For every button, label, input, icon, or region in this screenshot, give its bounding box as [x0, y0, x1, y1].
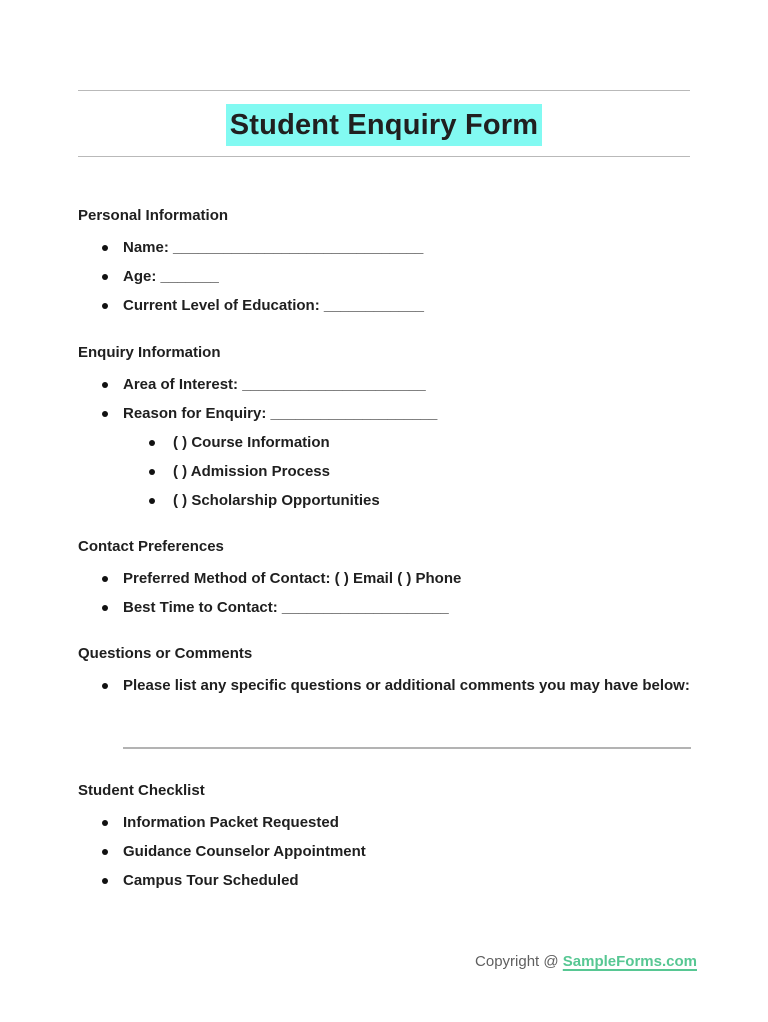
list-item-label: Best Time to Contact: ____________________	[123, 599, 449, 616]
list-item-label: Preferred Method of Contact: ( ) Email ( ) Phone	[123, 570, 462, 587]
bullet-icon	[102, 683, 108, 689]
list-item-label: Area of Interest: ______________________	[123, 376, 426, 393]
section-heading: Contact Preferences	[78, 538, 224, 555]
bullet-icon	[102, 605, 108, 611]
section-questions-or-comments	[78, 644, 690, 700]
title-underline-rule	[78, 156, 690, 157]
bullet-icon	[102, 411, 108, 417]
list-item-option	[78, 486, 690, 515]
list-item-label: Reason for Enquiry: ____________________	[123, 405, 438, 422]
title-row	[0, 104, 768, 146]
footer	[475, 952, 697, 972]
list-item-label: Campus Tour Scheduled	[123, 872, 299, 889]
section-heading: Questions or Comments	[78, 645, 253, 662]
list-item-label: Please list any specific questions or additional comments you may have below:	[123, 677, 690, 694]
brand-link[interactable]: SampleForms.com	[562, 953, 697, 970]
list-item	[78, 593, 690, 622]
bullet-icon	[102, 245, 108, 251]
list-item	[78, 233, 690, 262]
bullet-icon	[102, 382, 108, 388]
list-item	[78, 370, 690, 399]
bullet-icon	[102, 878, 108, 884]
list-item	[78, 564, 690, 593]
list-item-label: Guidance Counselor Appointment	[123, 843, 366, 860]
list-item-label: Information Packet Requested	[123, 814, 339, 831]
copyright-text: Copyright @	[475, 953, 563, 970]
list-item	[78, 808, 690, 837]
section-personal-information	[78, 206, 690, 320]
list-item-label: ( ) Scholarship Opportunities	[173, 492, 380, 509]
list-item-option	[78, 428, 690, 457]
section-enquiry-information	[78, 343, 690, 515]
section-heading: Enquiry Information	[78, 344, 221, 361]
bullet-icon	[149, 469, 155, 475]
list-item-label: ( ) Admission Process	[173, 463, 330, 480]
list-item	[78, 866, 690, 895]
section-heading: Personal Information	[78, 207, 229, 224]
bullet-icon	[102, 820, 108, 826]
bullet-icon	[102, 303, 108, 309]
list-item	[78, 399, 690, 428]
comments-writein-line	[123, 747, 691, 749]
bullet-icon	[149, 440, 155, 446]
section-contact-preferences	[78, 537, 690, 622]
bullet-list	[78, 808, 690, 895]
bullet-icon	[102, 849, 108, 855]
bullet-icon	[149, 498, 155, 504]
bullet-icon	[102, 274, 108, 280]
list-item-label: Current Level of Education: ____________	[123, 297, 424, 314]
section-heading: Student Checklist	[78, 782, 205, 799]
bullet-list	[78, 233, 690, 320]
list-item	[78, 837, 690, 866]
list-item-option	[78, 457, 690, 486]
section-student-checklist	[78, 781, 690, 895]
bullet-list	[78, 370, 690, 515]
list-item	[78, 262, 690, 291]
bullet-list	[78, 564, 690, 622]
bullet-icon	[102, 576, 108, 582]
page-title: Student Enquiry Form	[226, 104, 543, 146]
list-item	[78, 671, 690, 700]
top-rule	[78, 90, 690, 91]
list-item-label: Name: ______________________________	[123, 239, 424, 256]
list-item-label: Age: _______	[123, 268, 219, 285]
list-item	[78, 291, 690, 320]
list-item-label: ( ) Course Information	[173, 434, 330, 451]
bullet-list	[78, 671, 690, 700]
